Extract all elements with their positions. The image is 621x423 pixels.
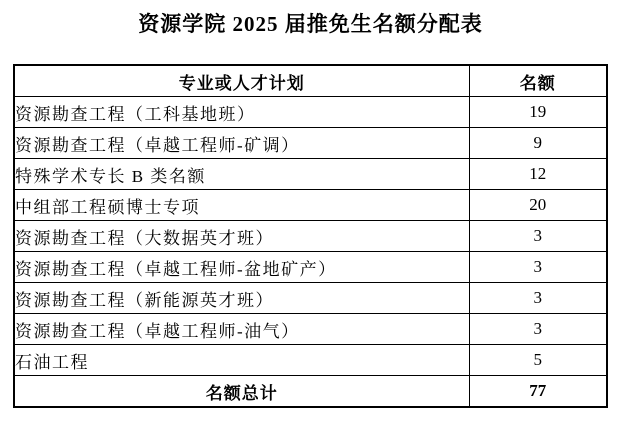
row-major-label: 资源勘查工程（大数据英才班） bbox=[14, 221, 469, 252]
total-value: 77 bbox=[469, 376, 607, 408]
row-quota-value: 5 bbox=[469, 345, 607, 376]
table-row bbox=[14, 159, 607, 190]
table-row bbox=[14, 252, 607, 283]
row-major-label: 资源勘查工程（卓越工程师-盆地矿产） bbox=[14, 252, 469, 283]
page-title: 资源学院 2025 届推免生名额分配表 bbox=[138, 12, 483, 36]
column-header-quota: 名额 bbox=[469, 65, 607, 97]
table-body bbox=[14, 97, 607, 376]
quota-allocation-table bbox=[13, 64, 608, 408]
row-quota-value: 3 bbox=[469, 283, 607, 314]
row-major-label: 资源勘查工程（新能源英才班） bbox=[14, 283, 469, 314]
table-row bbox=[14, 128, 607, 159]
row-major-label: 石油工程 bbox=[14, 345, 469, 376]
row-major-label: 资源勘查工程（卓越工程师-油气） bbox=[14, 314, 469, 345]
table-header-row bbox=[14, 65, 607, 97]
table-total-row bbox=[14, 376, 607, 408]
row-quota-value: 19 bbox=[469, 97, 607, 128]
row-quota-value: 3 bbox=[469, 221, 607, 252]
table-row bbox=[14, 283, 607, 314]
row-quota-value: 12 bbox=[469, 159, 607, 190]
total-label: 名额总计 bbox=[14, 376, 469, 408]
row-quota-value: 9 bbox=[469, 128, 607, 159]
row-major-label: 中组部工程硕博士专项 bbox=[14, 190, 469, 221]
row-major-label: 资源勘查工程（工科基地班） bbox=[14, 97, 469, 128]
column-header-major-plan: 专业或人才计划 bbox=[14, 65, 469, 97]
table-row bbox=[14, 97, 607, 128]
table-row bbox=[14, 221, 607, 252]
row-quota-value: 3 bbox=[469, 314, 607, 345]
table-row bbox=[14, 314, 607, 345]
table-row bbox=[14, 345, 607, 376]
row-major-label: 特殊学术专长 B 类名额 bbox=[14, 159, 469, 190]
row-quota-value: 3 bbox=[469, 252, 607, 283]
row-major-label: 资源勘查工程（卓越工程师-矿调） bbox=[14, 128, 469, 159]
table-row bbox=[14, 190, 607, 221]
row-quota-value: 20 bbox=[469, 190, 607, 221]
